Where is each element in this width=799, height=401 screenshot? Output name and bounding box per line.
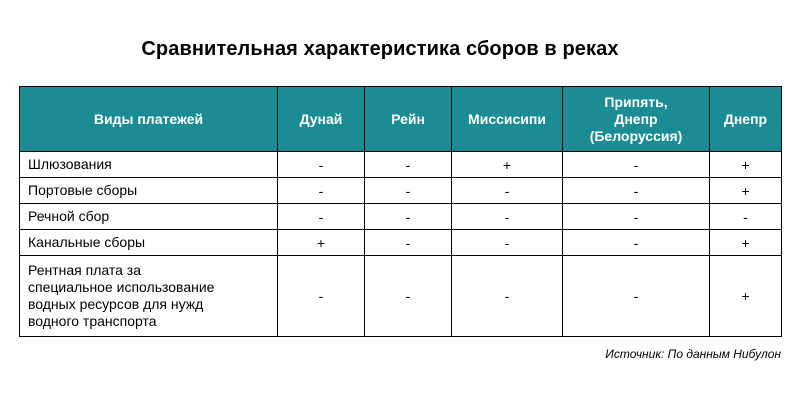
table-cell: -	[278, 178, 365, 204]
table-cell: +	[710, 256, 782, 337]
header-line: Припять,	[604, 93, 668, 110]
table-cell: -	[365, 204, 452, 230]
table-cell: -	[278, 256, 365, 337]
table-cell: -	[278, 204, 365, 230]
table-cell: +	[710, 152, 782, 178]
table-cell: -	[365, 178, 452, 204]
header-dnieper: Днепр	[710, 87, 782, 152]
table-cell: -	[452, 204, 563, 230]
header-payment-types: Виды платежей	[20, 87, 278, 152]
page-title: Сравнительная характеристика сборов в реках	[141, 38, 619, 60]
table-cell: -	[365, 256, 452, 337]
row-label: Шлюзования	[20, 152, 278, 178]
row-label	[20, 256, 278, 337]
table-row	[20, 256, 782, 337]
header-line: Днепр	[614, 110, 658, 127]
table-cell: -	[278, 152, 365, 178]
table-row	[20, 230, 782, 256]
header-danube: Дунай	[278, 87, 365, 152]
source-note: Источник: По данным Нибулон	[605, 347, 781, 361]
table-cell: -	[563, 178, 710, 204]
table-cell: +	[452, 152, 563, 178]
table-cell: +	[710, 178, 782, 204]
table-header-row	[20, 87, 782, 152]
table-cell: -	[710, 204, 782, 230]
row-label-line: Рентная плата за	[28, 262, 142, 278]
table-cell: -	[563, 152, 710, 178]
row-label: Речной сбор	[20, 204, 278, 230]
table-cell: -	[452, 230, 563, 256]
header-line: (Белоруссия)	[589, 127, 683, 144]
table-row	[20, 204, 782, 230]
table-cell: -	[563, 256, 710, 337]
table-cell: -	[452, 256, 563, 337]
comparison-table	[19, 86, 782, 337]
header-pripyat-dnieper-belarus	[563, 87, 710, 152]
table-cell: -	[452, 178, 563, 204]
table-cell: -	[563, 230, 710, 256]
table-cell: -	[365, 230, 452, 256]
table-row	[20, 152, 782, 178]
header-mississippi: Миссисипи	[452, 87, 563, 152]
table-cell: -	[563, 204, 710, 230]
row-label: Портовые сборы	[20, 178, 278, 204]
table-cell: +	[710, 230, 782, 256]
table-row	[20, 178, 782, 204]
header-rhine: Рейн	[365, 87, 452, 152]
row-label-line: специальное использование	[28, 279, 215, 295]
row-label-line: водного транспорта	[28, 313, 157, 329]
table-cell: -	[365, 152, 452, 178]
row-label-line: водных ресурсов для нужд	[28, 296, 204, 312]
table-cell: +	[278, 230, 365, 256]
row-label: Канальные сборы	[20, 230, 278, 256]
